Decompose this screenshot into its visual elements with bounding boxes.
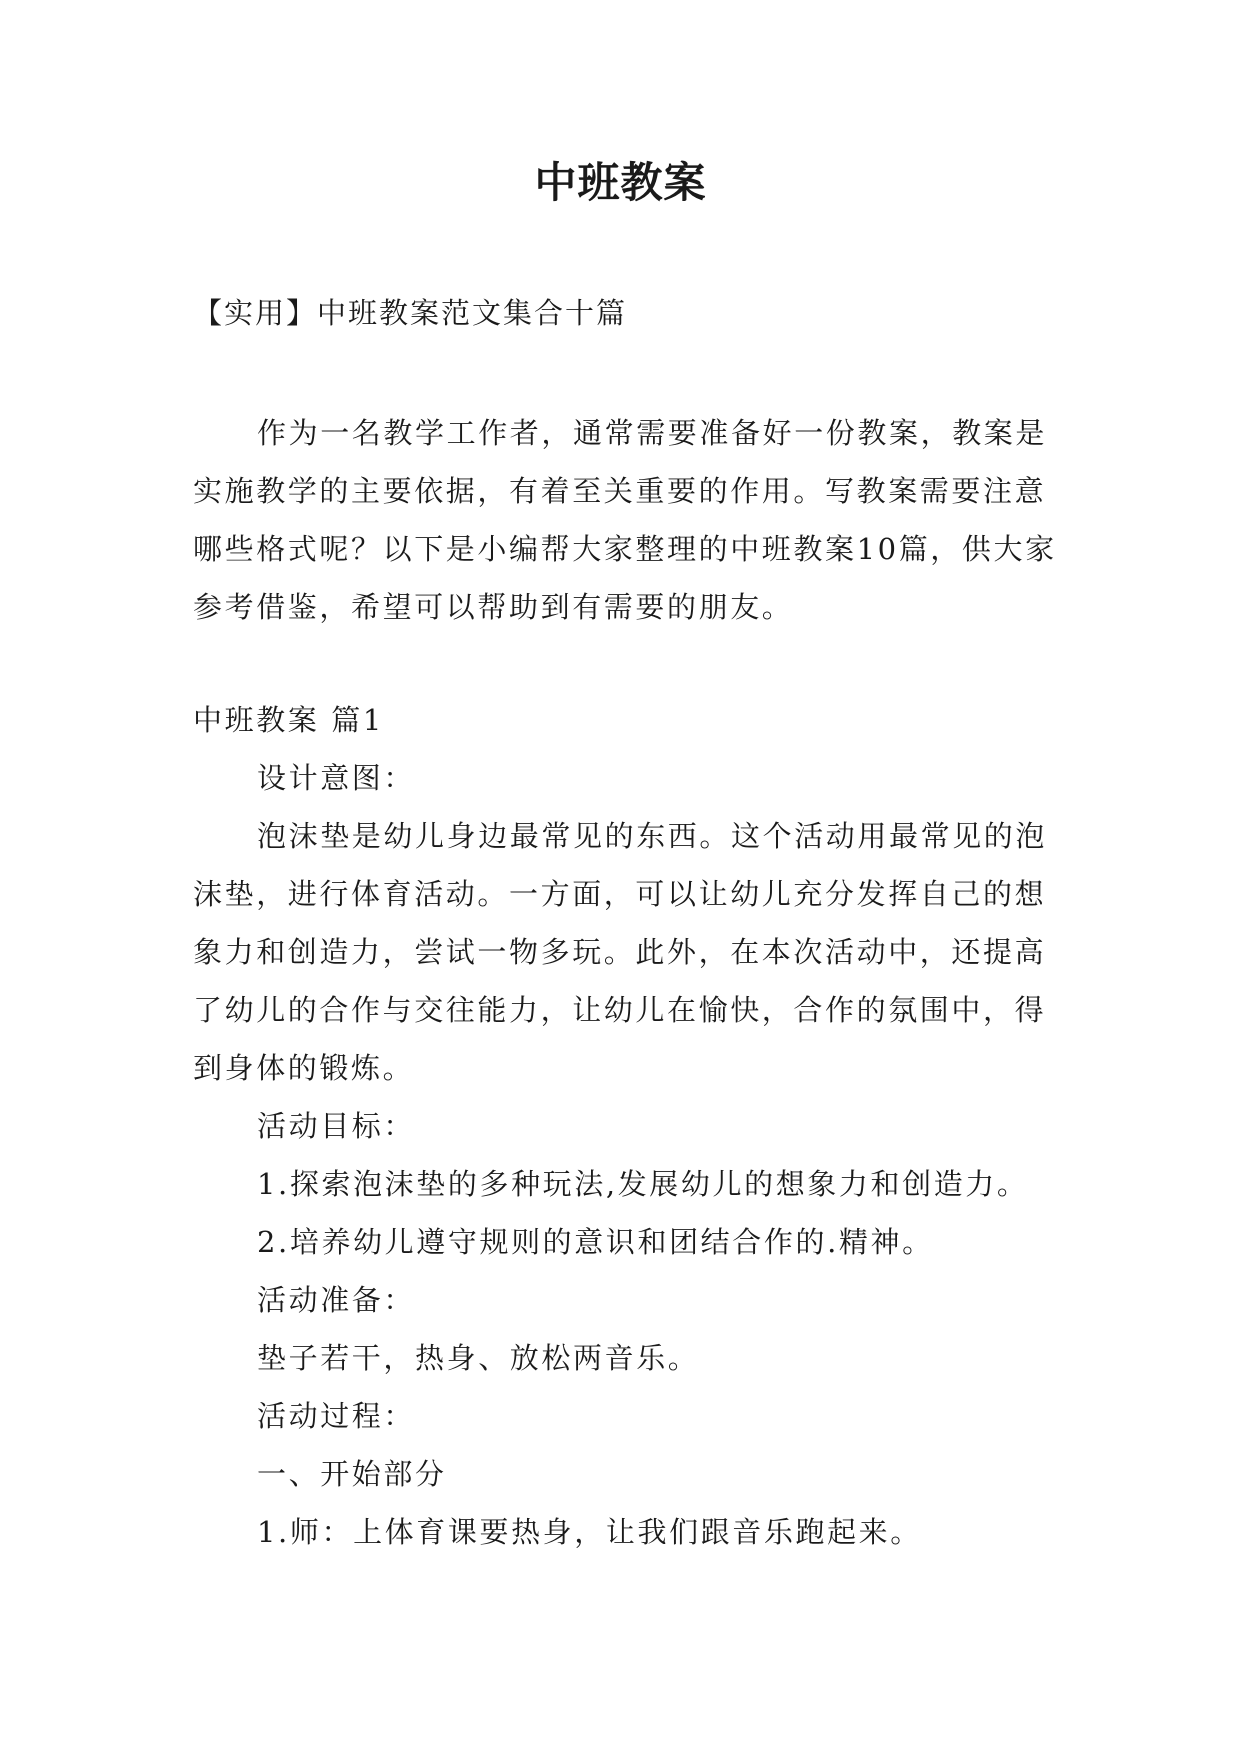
document-subtitle: 【实用】中班教案范文集合十篇: [193, 296, 628, 330]
document-title: 中班教案: [534, 158, 707, 207]
design-intent-label: 设计意图：: [257, 761, 416, 795]
process-step-1: 1.师：上体育课要热身，让我们跟音乐跑起来。: [257, 1515, 922, 1549]
activity-preparation-label: 活动准备：: [257, 1283, 416, 1317]
activity-goals-label: 活动目标：: [257, 1109, 416, 1143]
goal-item-2: 2.培养幼儿遵守规则的意识和团结合作的.精神。: [257, 1225, 934, 1259]
intro-paragraph: 作为一名教学工作者，通常需要准备好一份教案，教案是实施教学的主要依据，有着至关重要的作用。写教案需要注意哪些格式呢？以下是小编帮大家整理的中班教案10篇，供大家参考借鉴，希望可以帮助到有需要的朋友。: [193, 416, 1057, 624]
lesson-plan-section-1: [193, 691, 1063, 1561]
activity-process-label: 活动过程：: [257, 1399, 416, 1433]
section-heading: 中班教案 篇1: [193, 703, 384, 737]
design-intent-paragraph: 泡沫垫是幼儿身边最常见的东西。这个活动用最常见的泡沫垫，进行体育活动。一方面，可以让幼儿充分发挥自己的想象力和创造力，尝试一物多玩。此外，在本次活动中，还提高了幼儿的合作与交往能力，让幼儿在愉快，合作的氛围中，得到身体的锻炼。: [193, 819, 1048, 1085]
preparation-paragraph: 垫子若干，热身、放松两音乐。: [257, 1341, 700, 1375]
goal-item-1: 1.探索泡沫垫的多种玩法,发展幼儿的想象力和创造力。: [257, 1167, 1029, 1201]
process-part-heading: 一、开始部分: [257, 1457, 447, 1491]
